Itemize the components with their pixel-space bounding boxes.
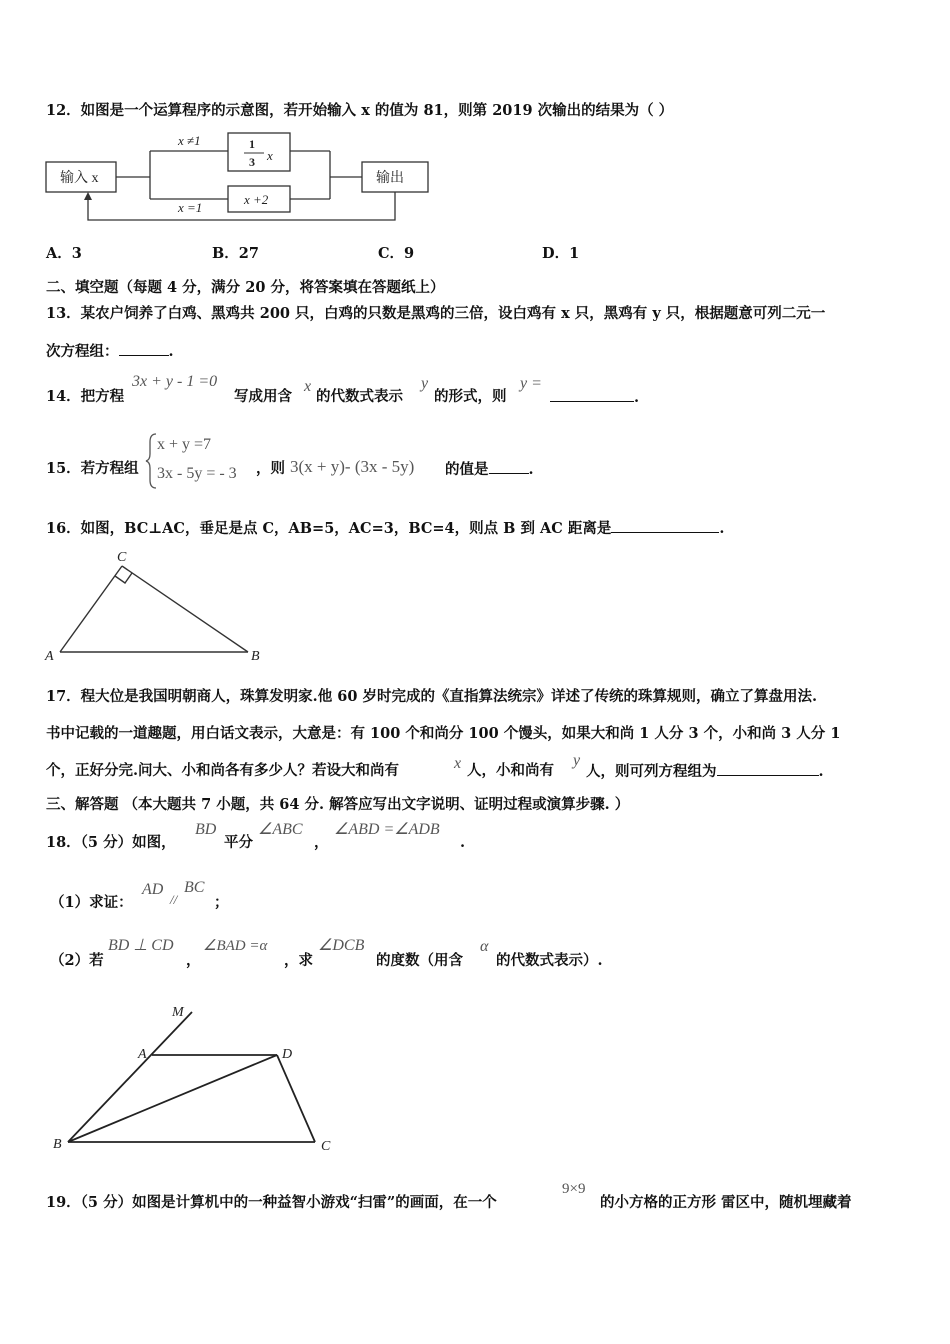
q14-mid1: 写成用含 [234, 388, 292, 405]
q17-var-x: x [454, 755, 462, 772]
q16-stem: 16．如图，BC⊥AC，垂足是点 C，AB=5，AC=3，BC=4，则点 B 到 AC 距离是 [46, 520, 612, 537]
q16-label-c: C [117, 550, 127, 565]
q17-line2: 书中记载的一道趣题，用白话文表示，大意是：有 100 个和尚分 100 个馒头，如果大和尚 1 人分 3 个，小和尚 3 人分 1 [46, 725, 841, 742]
q13-line2-suffix: . [168, 343, 174, 360]
q18-p2-bad: ∠BAD =α [203, 938, 268, 954]
q18-label-d: D [282, 1047, 293, 1062]
q17-line3-b: 人，小和尚有 [467, 762, 554, 779]
flow-op-bottom: x +2 [244, 192, 269, 207]
flow-op-top-num: 1 [249, 137, 255, 151]
q18-bisect: 平分 [224, 834, 253, 851]
q18-p1-bc: BC [184, 879, 205, 896]
flow-cond-top: x ≠1 [178, 133, 201, 148]
q17-line3-c-text: 人，则可列方程组为 [586, 763, 717, 780]
flow-input-label: 输入 x [60, 171, 99, 186]
q18-angle-eq: ∠ABD =∠ADB [334, 821, 440, 838]
q15-mid: 的值是 [445, 461, 489, 478]
q16-label-a: A [45, 649, 54, 664]
q14-mid2: 的代数式表示 [316, 388, 403, 405]
q18-num: 18．（5 分）如图， [46, 834, 176, 851]
q14-mid3: 的形式，则 [434, 388, 507, 405]
q17-suffix: . [818, 763, 824, 780]
q12-option-d: D．1 [542, 245, 580, 262]
q18-p1-ad: AD [142, 881, 164, 898]
q16-label-b: B [251, 649, 260, 664]
q15-eq2: 3x - 5y = - 3 [157, 465, 237, 482]
q18-bd: BD [195, 821, 217, 838]
q14-suffix: . [634, 389, 640, 406]
q15-eq1: x + y =7 [157, 436, 212, 453]
q16-suffix: . [719, 520, 725, 537]
q17-line1: 17．程大位是我国明朝商人，珠算发明家.他 60 岁时完成的《直指算法统宗》详述了传统的珠算规则，确立了算盘用法. [46, 688, 818, 705]
q18-p1-end: ； [214, 894, 229, 911]
section3-heading: 三、解答题 （本大题共 7 小题，共 64 分. 解答应写出文字说明、证明过程或演算步骤. ） [46, 796, 630, 813]
q18-label-a: A [138, 1047, 147, 1062]
q14-var-x: x [304, 378, 312, 395]
q18-p2-c1: ， [186, 952, 201, 969]
q18-p2-ask: ，求 [284, 952, 313, 969]
flow-op-top-var: x [267, 148, 273, 163]
q17-var-y: y [573, 752, 581, 769]
q12-option-b: B．27 [212, 245, 259, 262]
q12-option-c: C．9 [378, 245, 415, 262]
q18-comma: ， [314, 834, 329, 851]
q18-p2-label: （2）若 [50, 952, 104, 969]
q14-y-eq: y = [520, 375, 542, 392]
q19-grid: 9×9 [562, 1181, 586, 1197]
q15-suffix: . [528, 461, 534, 478]
q18-p1-parallel: // [170, 892, 178, 907]
flow-output-label: 输出 [376, 171, 404, 186]
q18-p2-end: 的代数式表示）. [496, 952, 603, 969]
q18-p1-label: （1）求证： [50, 894, 133, 911]
q12-stem: 12．如图是一个运算程序的示意图，若开始输入 x 的值为 81，则第 2019 次输出的结果为（ ） [46, 102, 674, 119]
q15-comma: ，则 [256, 460, 285, 477]
q14-var-y: y [421, 375, 429, 392]
section2-heading: 二、填空题（每题 4 分，满分 20 分，将答案填在答题纸上） [46, 279, 445, 296]
q18-p2-dcb: ∠DCB [318, 937, 365, 954]
q18-label-m: M [172, 1005, 184, 1020]
q19-prefix: 19．（5 分）如图是计算机中的一种益智小游戏“扫雷”的画面，在一个 [46, 1194, 497, 1211]
q17-line3-a: 个，正好分完.问大、小和尚各有多少人？若设大和尚有 [46, 762, 400, 779]
q18-label-b: B [53, 1137, 62, 1152]
q12-option-a: A．3 [46, 245, 82, 262]
q18-p2-mid: 的度数（用含 [376, 952, 463, 969]
q13-line1: 13．某农户饲养了白鸡、黑鸡共 200 只，白鸡的只数是黑鸡的三倍，设白鸡有 x 只，黑鸡有 y 只，根据题意可列二元一 [46, 305, 826, 322]
q18-p2-alpha: α [480, 938, 489, 955]
q18-angle-abc: ∠ABC [258, 821, 303, 838]
q18-p2-perp: BD ⊥ CD [108, 937, 174, 954]
q14-prefix: 14．把方程 [46, 388, 125, 405]
q15-prefix: 15．若方程组 [46, 460, 139, 477]
q18-label-c: C [321, 1139, 331, 1154]
flow-op-top-den: 3 [249, 155, 255, 169]
q15-expression: 3(x + y)- (3x - 5y) [290, 457, 415, 476]
q13-line2-prefix: 次方程组： [46, 343, 119, 360]
q19-suffix: 的小方格的正方形 雷区中，随机埋藏着 [600, 1194, 852, 1211]
flow-cond-bottom: x =1 [178, 200, 203, 215]
q18-period: . [460, 834, 466, 851]
q14-equation: 3x + y - 1 =0 [132, 373, 218, 390]
